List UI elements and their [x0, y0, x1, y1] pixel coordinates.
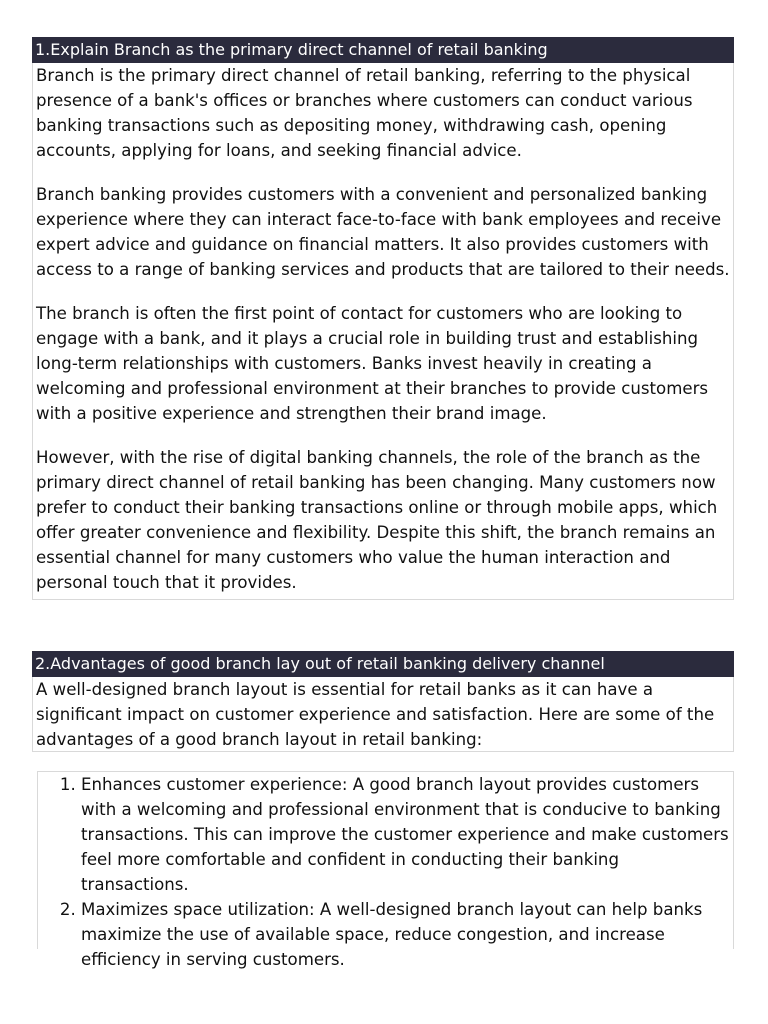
advantages-list: [38, 772, 729, 972]
section-1-body: [32, 63, 734, 600]
paragraph: Branch is the primary direct channel of retail banking, referring to the physical presence of a bank's offices or branches where customers can conduct various banking transactions such as depositing money, withdrawing cash, opening accounts, applying for loans, and seeking financial advice.: [36, 66, 693, 160]
section-2-intro: [32, 677, 734, 752]
paragraph: A well-designed branch layout is essential for retail banks as it can have a significant impact on customer experience and satisfaction. Here are some of the advantages of a good branch layout in retail banking:: [36, 680, 715, 749]
paragraph: However, with the rise of digital banking channels, the role of the branch as the primary direct channel of retail banking has been changing. Many customers now prefer to conduct their banking transactions online or through mobile apps, which offer greater convenience and flexibility. Despite this shift, the branch remains an essential channel for many customers who value the human interaction and personal touch that it provides.: [36, 448, 718, 592]
advantages-list-box: [37, 771, 734, 969]
paragraph: Branch banking provides customers with a convenient and personalized banking experience where they can interact face-to-face with bank employees and receive expert advice and guidance on financial matters. It also provides customers with access to a range of banking services and products that are tailored to their needs.: [36, 185, 730, 279]
section-1-heading: 1.Explain Branch as the primary direct channel of retail banking: [32, 37, 734, 63]
list-item: 2. Maximizes space utilization: A well-designed branch layout can help banks maximize the use of available space, reduce congestion, and increase efficiency in serving customers.: [81, 897, 729, 972]
section-2-heading: 2.Advantages of good branch lay out of retail banking delivery channel: [32, 651, 734, 677]
paragraph: The branch is often the first point of contact for customers who are looking to engage with a bank, and it plays a crucial role in building trust and establishing long-term relationships with customers. Banks invest heavily in creating a welcoming and professional environment at their branches to provide customers with a positive experience and strengthen their brand image.: [36, 304, 709, 423]
list-item: 1. Enhances customer experience: A good branch layout provides customers with a welcoming and professional environment that is conducive to banking transactions. This can improve the customer experience and make customers feel more comfortable and confident in conducting their banking transactions.: [81, 772, 729, 897]
